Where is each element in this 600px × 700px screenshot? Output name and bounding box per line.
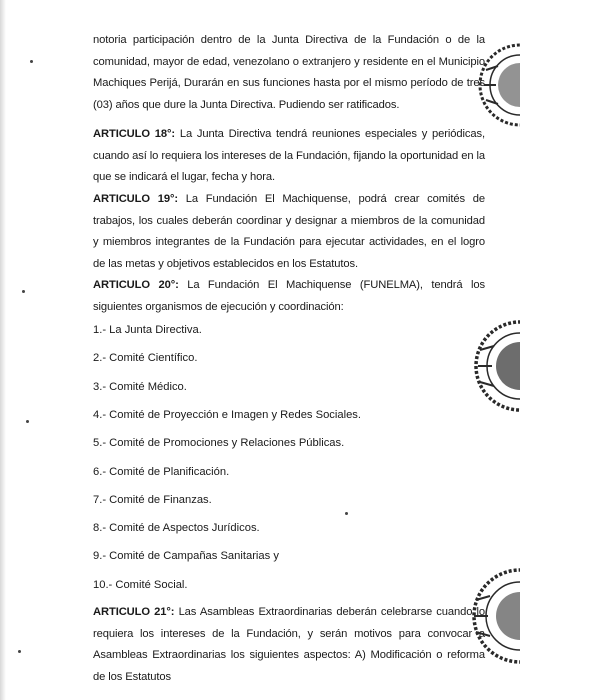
list-item: 2.- Comité Científico. xyxy=(93,352,198,364)
article-18-text: La Junta Directiva tendrá reuniones especiales y periódicas, cuando así lo requiera los intereses de la Fundación, fijando la oportunidad en la que se indicará el lugar, fecha y hora. xyxy=(93,128,486,183)
scan-speck xyxy=(345,512,348,515)
list-item: 3.- Comité Médico. xyxy=(93,381,187,393)
intro-paragraph: notoria participación dentro de la Junta Directiva de la Fundación o de la comunidad, mayor de edad, venezolano o extranjero y residente en el Municipio Machiques Perijá, Durarán en sus funciones hasta por el mismo período de tres (03) años que dure la Junta Directiva. Pudiendo ser ratificados. xyxy=(93,34,485,111)
scan-speck xyxy=(26,420,29,423)
article-18-heading: ARTICULO 18°: xyxy=(93,128,176,140)
article-21-heading: ARTICULO 21°: xyxy=(93,606,175,618)
article-21-text: Las Asambleas Extraordinarias deberán celebrarse cuando lo requiera los intereses de la Fundación, y serán motivos para convocar a Asambleas Extraordinarias los siguientes aspectos: A) Modificación o reforma de los Estatutos xyxy=(93,606,486,683)
list-item: 8.- Comité de Aspectos Jurídicos. xyxy=(93,522,260,534)
list-item: 7.- Comité de Finanzas. xyxy=(93,494,212,506)
scan-edge-shadow xyxy=(0,0,6,700)
article-20 xyxy=(93,275,485,318)
article-19 xyxy=(93,189,485,275)
seal-stamp-bottom xyxy=(466,566,520,666)
scan-speck xyxy=(22,290,25,293)
article-20-heading: ARTICULO 20°: xyxy=(93,279,179,291)
scan-speck xyxy=(18,650,21,653)
list-item: 5.- Comité de Promociones y Relaciones Públicas. xyxy=(93,437,345,449)
list-item: 10.- Comité Social. xyxy=(93,579,188,591)
seal-stamp-middle xyxy=(472,318,520,414)
list-item: 1.- La Junta Directiva. xyxy=(93,324,202,336)
seal-stamp-top xyxy=(478,40,520,130)
article-21 xyxy=(93,602,485,688)
article-20-text: La Fundación El Machiquense (FUNELMA), tendrá los siguientes organismos de ejecución y coordinación: xyxy=(93,279,485,313)
list-item: 4.- Comité de Proyección e Imagen y Redes Sociales. xyxy=(93,409,362,421)
list-item: 6.- Comité de Planificación. xyxy=(93,466,230,478)
article-18 xyxy=(93,124,485,189)
article-19-text: La Fundación El Machiquense, podrá crear comités de trabajos, los cuales deberán coordinar y designar a miembros de la comunidad y miembros integrantes de la Fundación para ejecutar actividades, en el logro de las metas y objetivos establecidos en los Estatutos. xyxy=(93,193,485,270)
article-19-heading: ARTICULO 19°: xyxy=(93,193,178,205)
list-item: 9.- Comité de Campañas Sanitarias y xyxy=(93,550,279,562)
scan-speck xyxy=(30,60,33,63)
